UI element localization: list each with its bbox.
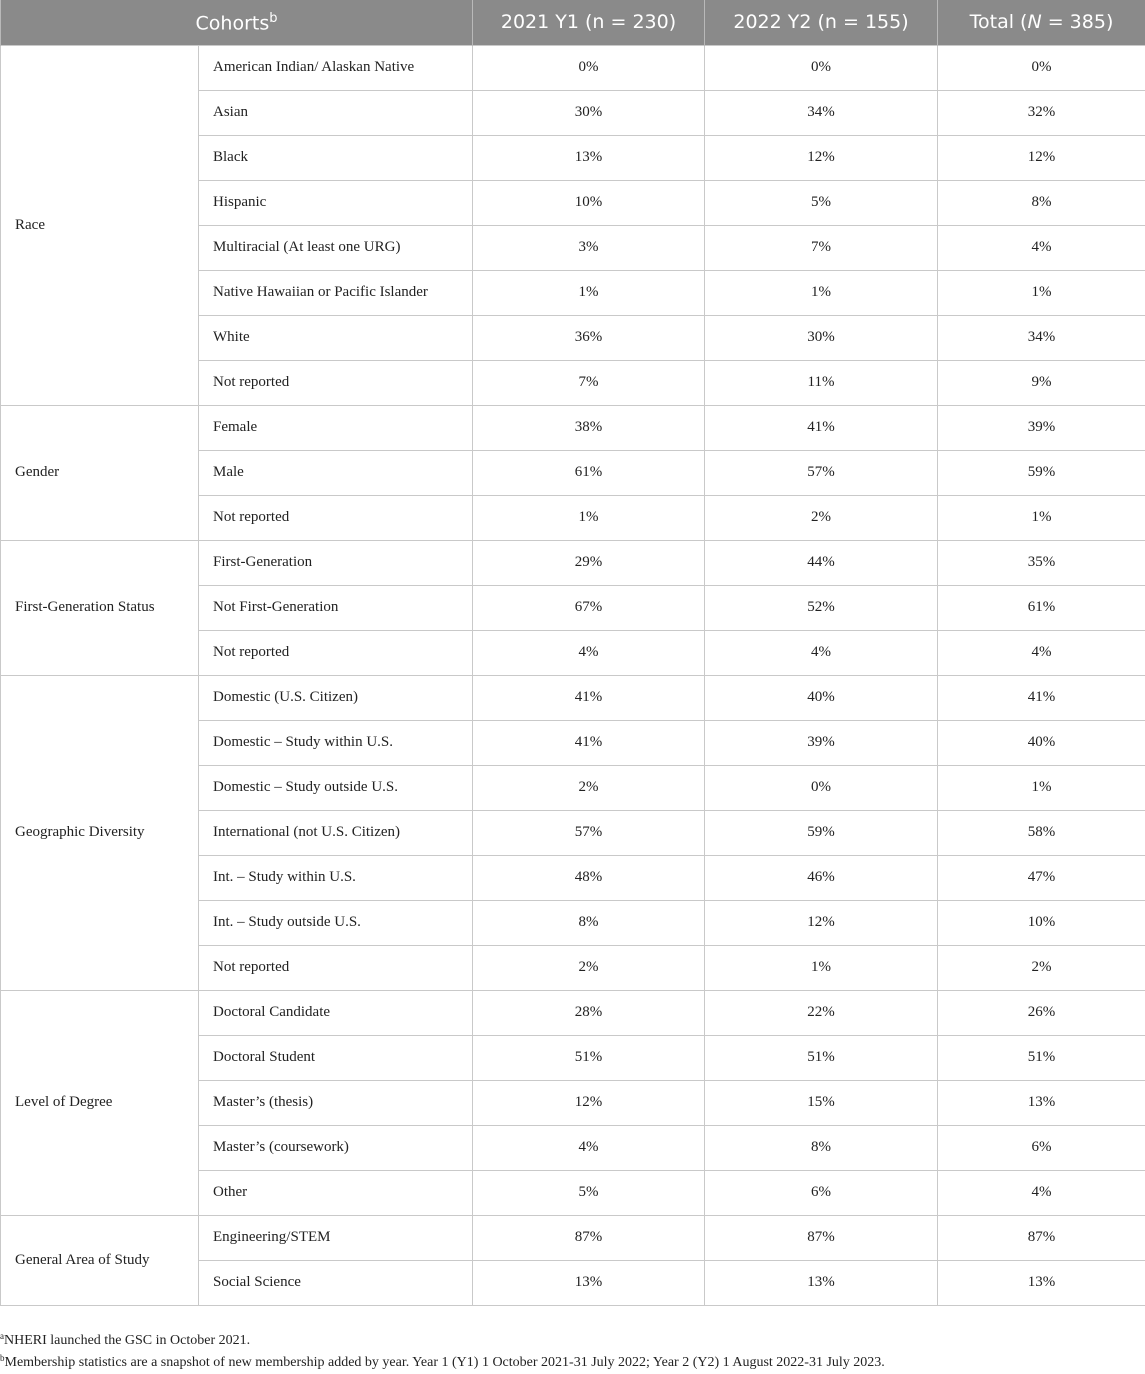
- table-row: [1, 675, 1145, 720]
- row-label: Domestic (U.S. Citizen): [199, 675, 473, 720]
- header-row: [1, 0, 1145, 45]
- value-y2: 51%: [705, 1035, 938, 1080]
- value-total: 1%: [938, 270, 1145, 315]
- row-label: Not reported: [199, 630, 473, 675]
- footnote-mark: b: [0, 1353, 5, 1363]
- row-label: Domestic – Study outside U.S.: [199, 765, 473, 810]
- value-total: 26%: [938, 990, 1145, 1035]
- value-y1: 67%: [473, 585, 705, 630]
- table-row: [1, 990, 1145, 1035]
- value-y1: 29%: [473, 540, 705, 585]
- value-y1: 0%: [473, 45, 705, 90]
- value-total: 6%: [938, 1125, 1145, 1170]
- value-y1: 87%: [473, 1215, 705, 1260]
- footnote-text: Membership statistics are a snapshot of new membership added by year. Year 1 (Y1) 1 October 2021-31 July 2022; Year 2 (Y2) 1 August 2022-31 July 2023.: [5, 1355, 885, 1370]
- value-total: 47%: [938, 855, 1145, 900]
- table-body: [1, 45, 1145, 1305]
- value-y1: 1%: [473, 495, 705, 540]
- value-y2: 46%: [705, 855, 938, 900]
- header-cohorts: [1, 0, 473, 45]
- value-y2: 2%: [705, 495, 938, 540]
- value-total: 40%: [938, 720, 1145, 765]
- header-cohorts-sup: b: [269, 11, 277, 26]
- value-y2: 22%: [705, 990, 938, 1035]
- value-y2: 87%: [705, 1215, 938, 1260]
- row-label: Master’s (thesis): [199, 1080, 473, 1125]
- table-row: [1, 540, 1145, 585]
- row-label: Not First-Generation: [199, 585, 473, 630]
- value-total: 58%: [938, 810, 1145, 855]
- value-total: 35%: [938, 540, 1145, 585]
- group-label: Race: [1, 45, 199, 405]
- value-y2: 1%: [705, 270, 938, 315]
- header-total-var: N: [1027, 11, 1041, 33]
- value-y1: 2%: [473, 765, 705, 810]
- row-label: Male: [199, 450, 473, 495]
- row-label: Other: [199, 1170, 473, 1215]
- header-cohorts-label: Cohorts: [196, 12, 270, 34]
- value-y1: 30%: [473, 90, 705, 135]
- value-total: 59%: [938, 450, 1145, 495]
- group-label: Gender: [1, 405, 199, 540]
- value-total: 1%: [938, 765, 1145, 810]
- value-total: 4%: [938, 225, 1145, 270]
- value-y1: 2%: [473, 945, 705, 990]
- value-total: 0%: [938, 45, 1145, 90]
- value-y1: 3%: [473, 225, 705, 270]
- table-header: [1, 0, 1145, 45]
- row-label: Asian: [199, 90, 473, 135]
- value-y2: 5%: [705, 180, 938, 225]
- value-y2: 34%: [705, 90, 938, 135]
- value-total: 2%: [938, 945, 1145, 990]
- value-total: 4%: [938, 630, 1145, 675]
- value-y1: 57%: [473, 810, 705, 855]
- row-label: First-Generation: [199, 540, 473, 585]
- row-label: Multiracial (At least one URG): [199, 225, 473, 270]
- value-y1: 1%: [473, 270, 705, 315]
- value-y1: 8%: [473, 900, 705, 945]
- row-label: Int. – Study within U.S.: [199, 855, 473, 900]
- row-label: Doctoral Student: [199, 1035, 473, 1080]
- row-label: Female: [199, 405, 473, 450]
- value-y2: 13%: [705, 1260, 938, 1305]
- footnote: [0, 1352, 1145, 1374]
- value-y1: 4%: [473, 1125, 705, 1170]
- value-y2: 11%: [705, 360, 938, 405]
- row-label: International (not U.S. Citizen): [199, 810, 473, 855]
- row-label: Not reported: [199, 945, 473, 990]
- value-total: 34%: [938, 315, 1145, 360]
- row-label: Not reported: [199, 495, 473, 540]
- value-y1: 13%: [473, 135, 705, 180]
- value-total: 10%: [938, 900, 1145, 945]
- value-y1: 7%: [473, 360, 705, 405]
- value-y1: 51%: [473, 1035, 705, 1080]
- value-y2: 6%: [705, 1170, 938, 1215]
- value-y1: 48%: [473, 855, 705, 900]
- row-label: Native Hawaiian or Pacific Islander: [199, 270, 473, 315]
- value-y2: 44%: [705, 540, 938, 585]
- value-total: 87%: [938, 1215, 1145, 1260]
- value-total: 41%: [938, 675, 1145, 720]
- value-y1: 41%: [473, 675, 705, 720]
- value-y2: 15%: [705, 1080, 938, 1125]
- table-row: [1, 45, 1145, 90]
- row-label: Domestic – Study within U.S.: [199, 720, 473, 765]
- value-y2: 7%: [705, 225, 938, 270]
- value-y1: 41%: [473, 720, 705, 765]
- row-label: American Indian/ Alaskan Native: [199, 45, 473, 90]
- value-y2: 4%: [705, 630, 938, 675]
- header-total-suffix: = 385): [1042, 11, 1114, 33]
- value-y1: 5%: [473, 1170, 705, 1215]
- row-label: Social Science: [199, 1260, 473, 1305]
- value-total: 4%: [938, 1170, 1145, 1215]
- row-label: Int. – Study outside U.S.: [199, 900, 473, 945]
- group-label: Level of Degree: [1, 990, 199, 1215]
- value-y1: 13%: [473, 1260, 705, 1305]
- value-y2: 8%: [705, 1125, 938, 1170]
- value-total: 13%: [938, 1260, 1145, 1305]
- footnote-text: NHERI launched the GSC in October 2021.: [4, 1333, 250, 1348]
- header-total-prefix: Total (: [970, 11, 1028, 33]
- header-y1: 2021 Y1 (n = 230): [473, 0, 705, 45]
- row-label: Doctoral Candidate: [199, 990, 473, 1035]
- value-y2: 57%: [705, 450, 938, 495]
- value-y1: 61%: [473, 450, 705, 495]
- value-y2: 41%: [705, 405, 938, 450]
- value-total: 39%: [938, 405, 1145, 450]
- group-label: First-Generation Status: [1, 540, 199, 675]
- group-label: Geographic Diversity: [1, 675, 199, 990]
- table-row: [1, 1215, 1145, 1260]
- value-total: 13%: [938, 1080, 1145, 1125]
- value-y2: 30%: [705, 315, 938, 360]
- value-total: 51%: [938, 1035, 1145, 1080]
- value-y1: 4%: [473, 630, 705, 675]
- value-y2: 1%: [705, 945, 938, 990]
- value-y2: 12%: [705, 135, 938, 180]
- value-y2: 39%: [705, 720, 938, 765]
- footnote-mark: a: [0, 1331, 4, 1341]
- row-label: Not reported: [199, 360, 473, 405]
- header-total: [938, 0, 1145, 45]
- value-y2: 0%: [705, 45, 938, 90]
- row-label: White: [199, 315, 473, 360]
- table-row: [1, 405, 1145, 450]
- value-y1: 10%: [473, 180, 705, 225]
- value-y1: 12%: [473, 1080, 705, 1125]
- header-y2: 2022 Y2 (n = 155): [705, 0, 938, 45]
- value-total: 9%: [938, 360, 1145, 405]
- value-total: 12%: [938, 135, 1145, 180]
- value-y2: 59%: [705, 810, 938, 855]
- value-y2: 40%: [705, 675, 938, 720]
- value-total: 1%: [938, 495, 1145, 540]
- row-label: Black: [199, 135, 473, 180]
- footnotes: [0, 1330, 1145, 1374]
- value-total: 61%: [938, 585, 1145, 630]
- footnote: [0, 1330, 1145, 1352]
- value-y1: 38%: [473, 405, 705, 450]
- row-label: Hispanic: [199, 180, 473, 225]
- value-y2: 12%: [705, 900, 938, 945]
- value-total: 32%: [938, 90, 1145, 135]
- row-label: Master’s (coursework): [199, 1125, 473, 1170]
- value-y1: 36%: [473, 315, 705, 360]
- row-label: Engineering/STEM: [199, 1215, 473, 1260]
- value-y2: 0%: [705, 765, 938, 810]
- value-total: 8%: [938, 180, 1145, 225]
- value-y2: 52%: [705, 585, 938, 630]
- value-y1: 28%: [473, 990, 705, 1035]
- group-label: General Area of Study: [1, 1215, 199, 1305]
